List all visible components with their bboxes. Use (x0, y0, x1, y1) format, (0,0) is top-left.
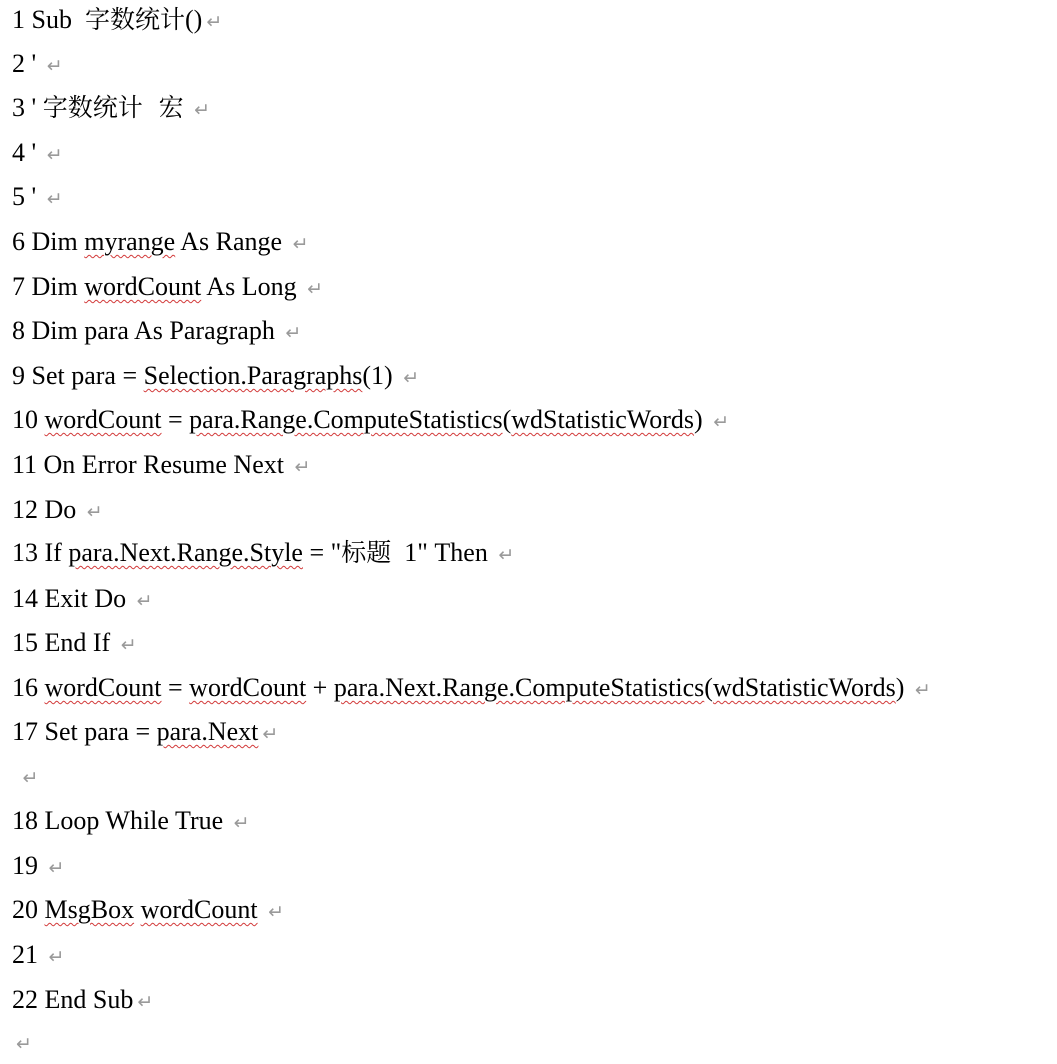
code-text: 22 End Sub (12, 985, 134, 1014)
code-text: 11 On Error Resume Next (12, 450, 291, 479)
code-text: 1" Then (391, 538, 495, 567)
code-text: 2 ' (12, 49, 43, 78)
paragraph-mark-icon: ↵ (307, 278, 323, 300)
code-text: = (161, 405, 190, 434)
paragraph-mark-icon: ↵ (46, 188, 63, 210)
spell-flagged-word: Selection.Paragraphs (143, 361, 363, 390)
code-text (258, 895, 265, 924)
spell-flagged-word: para.Next (156, 717, 259, 746)
code-text: 4 ' (12, 138, 43, 167)
code-line[interactable] (12, 88, 210, 128)
paragraph-mark-icon: ↵ (46, 144, 63, 166)
paragraph-mark-icon: ↵ (194, 99, 211, 121)
paragraph-mark-icon: ↵ (136, 590, 153, 612)
code-text: 3 ' (12, 93, 43, 122)
code-text: = (161, 673, 190, 702)
spell-flagged-word: wordCount (44, 673, 162, 702)
code-line[interactable] (12, 44, 63, 84)
code-line[interactable] (12, 400, 729, 440)
code-line[interactable] (12, 712, 278, 752)
code-text: 19 (12, 851, 45, 880)
code-text: ) (895, 673, 911, 702)
spell-flagged-word: wdStatisticWords (712, 673, 896, 702)
code-line[interactable] (12, 801, 250, 841)
code-text: 字数统计 宏 (42, 93, 184, 122)
code-line[interactable] (12, 1022, 32, 1062)
code-text: 8 Dim para As Paragraph (12, 316, 282, 345)
code-text: 15 End If (12, 628, 117, 657)
code-text: 14 Exit Do (12, 584, 133, 613)
paragraph-mark-icon: ↵ (713, 411, 730, 433)
code-line[interactable] (12, 623, 137, 663)
code-text: 17 Set para = (12, 717, 157, 746)
paragraph-mark-icon: ↵ (22, 767, 39, 789)
spell-flagged-word: wdStatisticWords (511, 405, 695, 434)
code-line[interactable] (12, 668, 931, 708)
code-text: (1) (362, 361, 400, 390)
code-text: As Range (175, 227, 289, 256)
paragraph-mark-icon: ↵ (48, 857, 65, 879)
code-line[interactable] (12, 935, 64, 975)
code-text: ( (704, 673, 713, 702)
code-text: () (184, 5, 203, 34)
code-line[interactable] (12, 311, 301, 351)
code-line[interactable] (12, 533, 514, 573)
paragraph-mark-icon: ↵ (498, 544, 515, 566)
paragraph-mark-icon: ↵ (46, 55, 63, 77)
code-line[interactable] (12, 222, 309, 262)
spell-flagged-word: wordCount (140, 895, 258, 924)
paragraph-mark-icon: ↵ (285, 322, 302, 344)
paragraph-mark-icon: ↵ (294, 456, 311, 478)
paragraph-mark-icon: ↵ (137, 991, 154, 1013)
spell-flagged-word: wordCount (84, 272, 202, 301)
paragraph-mark-icon: ↵ (86, 501, 103, 523)
code-text (184, 93, 191, 122)
code-text: 20 (12, 895, 45, 924)
code-line[interactable] (12, 267, 323, 307)
paragraph-mark-icon: ↵ (268, 901, 284, 923)
paragraph-mark-icon: ↵ (16, 1033, 32, 1055)
code-text: ) (694, 405, 710, 434)
code-line[interactable] (12, 756, 38, 796)
code-line[interactable] (12, 490, 103, 530)
spell-flagged-word: myrange (84, 227, 176, 256)
code-text: 13 If (12, 538, 69, 567)
code-text: ( (502, 405, 512, 434)
paragraph-mark-icon: ↵ (233, 812, 250, 834)
code-line[interactable] (12, 177, 63, 217)
code-text (12, 761, 19, 790)
code-text: = " (302, 538, 342, 567)
code-text: 10 (12, 405, 45, 434)
paragraph-mark-icon: ↵ (120, 634, 137, 656)
code-text: 5 ' (12, 182, 43, 211)
paragraph-mark-icon: ↵ (914, 679, 931, 701)
code-text: 9 Set para = (12, 361, 144, 390)
paragraph-mark-icon: ↵ (48, 946, 65, 968)
code-line[interactable] (12, 356, 419, 396)
paragraph-mark-icon: ↵ (403, 367, 420, 389)
code-line[interactable] (12, 0, 222, 40)
code-text: 6 Dim (12, 227, 85, 256)
code-text: 21 (12, 940, 45, 969)
paragraph-mark-icon: ↵ (206, 11, 223, 33)
spell-flagged-word: para.Next.Range.ComputeStatistics (333, 673, 705, 702)
spell-flagged-word: para.Range.ComputeStatistics (189, 405, 503, 434)
code-text: As Long (201, 272, 304, 301)
paragraph-mark-icon: ↵ (262, 723, 279, 745)
spell-flagged-word: wordCount (189, 673, 307, 702)
code-line[interactable] (12, 890, 284, 930)
code-text: 字数统计 (84, 5, 185, 34)
code-line[interactable] (12, 579, 153, 619)
code-text: 7 Dim (12, 272, 85, 301)
code-line[interactable] (12, 133, 63, 173)
spell-flagged-word: para.Next.Range.Style (68, 538, 303, 567)
code-line[interactable] (12, 846, 64, 886)
spell-flagged-word: MsgBox (44, 895, 135, 924)
code-line[interactable] (12, 980, 153, 1020)
code-text: 12 Do (12, 495, 83, 524)
code-text: 1 Sub (12, 5, 85, 34)
code-text: 标题 (341, 538, 392, 567)
code-line[interactable] (12, 445, 310, 485)
spell-flagged-word: wordCount (44, 405, 162, 434)
code-text: 16 (12, 673, 45, 702)
code-text: + (306, 673, 334, 702)
paragraph-mark-icon: ↵ (292, 233, 309, 255)
code-text: 18 Loop While True (12, 806, 230, 835)
